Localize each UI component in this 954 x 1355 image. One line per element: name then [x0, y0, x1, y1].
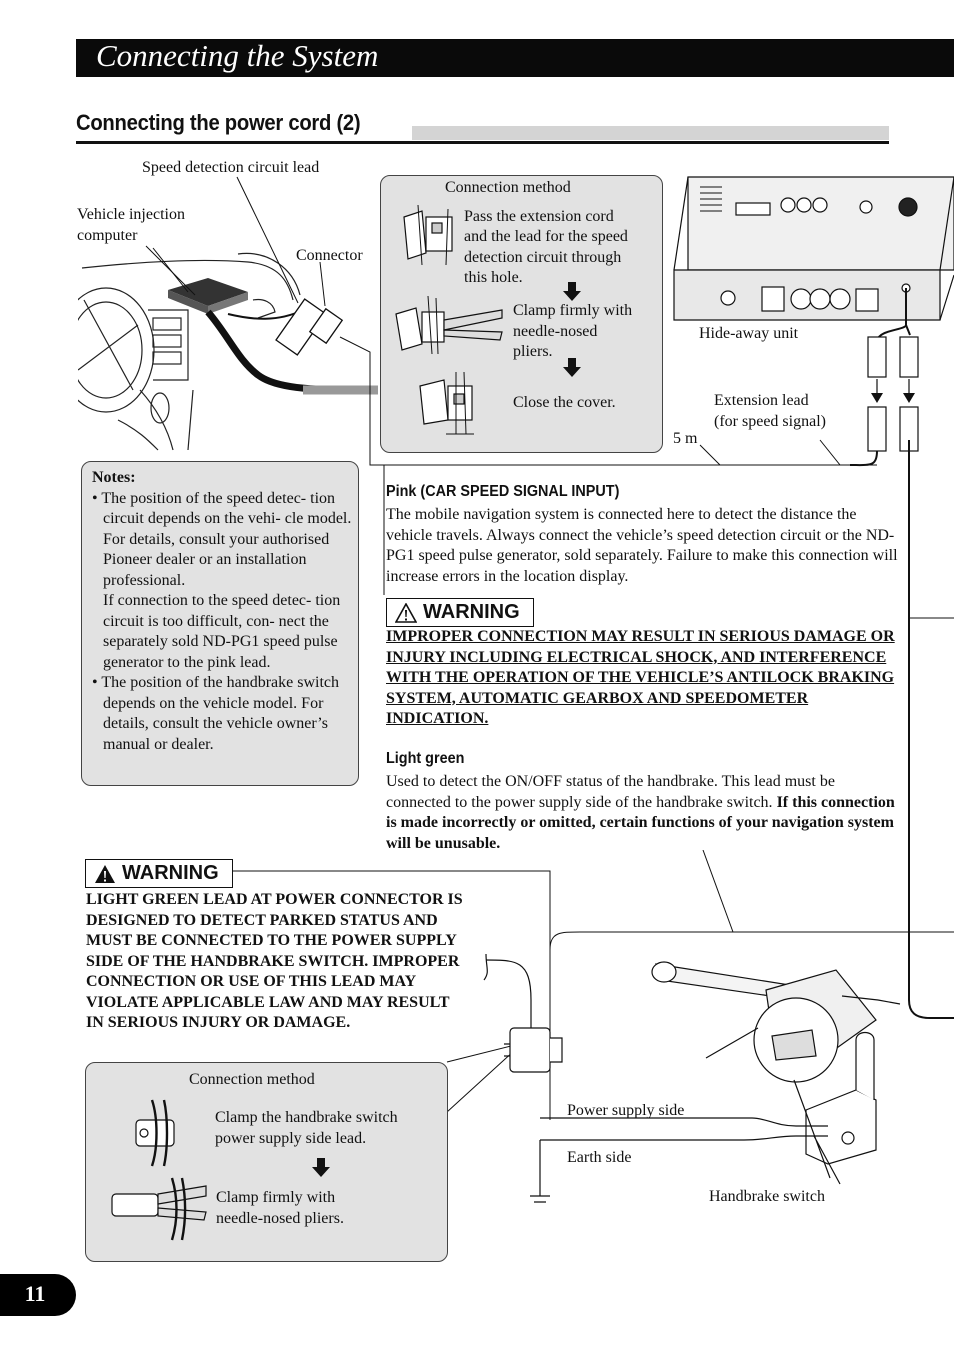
page-number: 11: [24, 1281, 46, 1306]
notes-bullet-2: • The position of the handbrake switch depends on the vehicle model. For details, consult the vehicle owner’s manual or dealer.: [92, 674, 340, 753]
down-arrow-icon: [562, 358, 582, 378]
notes-heading: Notes:: [92, 469, 136, 486]
warning-triangle-icon: [94, 864, 116, 884]
warning-badge-1: [386, 598, 534, 627]
pink-heading: Pink (CAR SPEED SIGNAL INPUT): [386, 483, 620, 500]
warning-triangle-icon: [395, 603, 417, 623]
warning-1-text: IMPROPER CONNECTION MAY RESULT IN SERIOUS DAMAGE OR INJURY INCLUDING ELECTRICAL SHOCK, AND INTERFERENCE WITH THE OPERATION OF THE VEHICLE’S ANTILOCK BRAKING SYSTEM, AUTOMATIC GEARBOX AND SPEEDOMETER INDICATION.: [386, 628, 895, 727]
speed-lead-label: Speed detection circuit lead: [142, 159, 320, 176]
cm1-step2-line3: pliers.: [513, 343, 553, 360]
section-title: Connecting the power cord (2): [76, 110, 361, 135]
warning-badge-2: [85, 859, 233, 888]
down-arrow-icon: [311, 1158, 331, 1178]
hideaway-label: Hide-away unit: [699, 325, 799, 342]
connection-method-1-title: Connection method: [445, 179, 571, 196]
notes-bullet-1-continued: If connection to the speed detec- tion circuit is too difficult, con- nect the separately sold ND-PG1 speed pulse generator to the pink lead.: [103, 592, 341, 671]
page-number-tab: [0, 1274, 76, 1316]
vehicle-computer-label-1: Vehicle injection: [77, 206, 185, 223]
cm2-step1-line1: Clamp the handbrake switch: [215, 1109, 398, 1126]
connector-pliers-icon: [392, 296, 504, 356]
down-arrow-icon: [562, 282, 582, 302]
light-green-body: Used to detect the ON/OFF status of the handbrake. This lead must be connected to the power supply side of the handbrake switch. If this connection is made incorrectly or omitted, certain functions of your navigation system will be unusable.: [386, 773, 895, 852]
handbrake-illustration: [476, 940, 916, 1210]
warning-badge-1-label: WARNING: [423, 601, 520, 623]
pink-body: The mobile navigation system is connected here to detect the distance the vehicle travels. Always connect the vehicle’s speed detection circuit or the ND-PG1 speed pulse generator, sold separately. Failure to make this connection will increase errors in the location display.: [386, 506, 898, 585]
cm2-step2-line2: needle-nosed pliers.: [216, 1210, 344, 1227]
light-green-body-bold: If this connection is made incorrectly or omitted, certain functions of your navigation system will be unusable.: [386, 793, 895, 852]
power-side-label: Power supply side: [567, 1102, 685, 1119]
extension-label-1: Extension lead: [714, 392, 809, 409]
connector-open-icon: [398, 205, 460, 265]
cm1-step1-line4: this hole.: [464, 269, 523, 286]
cm1-step2-line2: needle-nosed: [513, 323, 598, 340]
tap-connector-icon: [122, 1098, 186, 1168]
cm1-step1-line3: detection circuit through: [464, 249, 622, 266]
cm1-step2-line1: Clamp firmly with: [513, 302, 633, 319]
cm1-step1-line2: and the lead for the speed: [464, 228, 628, 245]
connector-closed-icon: [416, 372, 482, 438]
warning-badge-2-label: WARNING: [122, 862, 219, 884]
length-label: 5 m: [673, 430, 698, 447]
cm2-step1-line2: power supply side lead.: [215, 1130, 367, 1147]
cm1-step1-line1: Pass the extension cord: [464, 208, 614, 225]
vehicle-computer-label-2: computer: [77, 227, 138, 244]
cm1-step3: Close the cover.: [513, 394, 616, 411]
connection-method-2-title: Connection method: [189, 1071, 315, 1088]
notes-content: [92, 468, 352, 755]
cm2-step2-line1: Clamp firmly with: [216, 1189, 336, 1206]
handbrake-switch-label: Handbrake switch: [709, 1188, 825, 1205]
tap-connector-pliers-icon: [108, 1176, 208, 1242]
warning-2-text: LIGHT GREEN LEAD AT POWER CONNECTOR IS DESIGNED TO DETECT PARKED STATUS AND MUST BE CONNECTED TO THE POWER SUPPLY SIDE OF THE HANDBRAKE SWITCH. IMPROPER CONNECTION OR USE OF THIS LEAD MAY VIOLATE APPLICABLE LAW AND MAY RESULT IN SERIOUS INJURY OR DAMAGE.: [86, 891, 463, 1031]
notes-bullet-1: • The position of the speed detec- tion circuit depends on the vehi- cle model. For details, consult your authorised Pioneer dealer or an installation professional.: [92, 489, 352, 589]
light-green-heading: Light green: [386, 750, 465, 767]
extension-label-2: (for speed signal): [714, 413, 826, 430]
earth-side-label: Earth side: [567, 1149, 632, 1166]
connector-label: Connector: [296, 247, 363, 264]
chapter-title: Connecting the System: [96, 38, 379, 73]
